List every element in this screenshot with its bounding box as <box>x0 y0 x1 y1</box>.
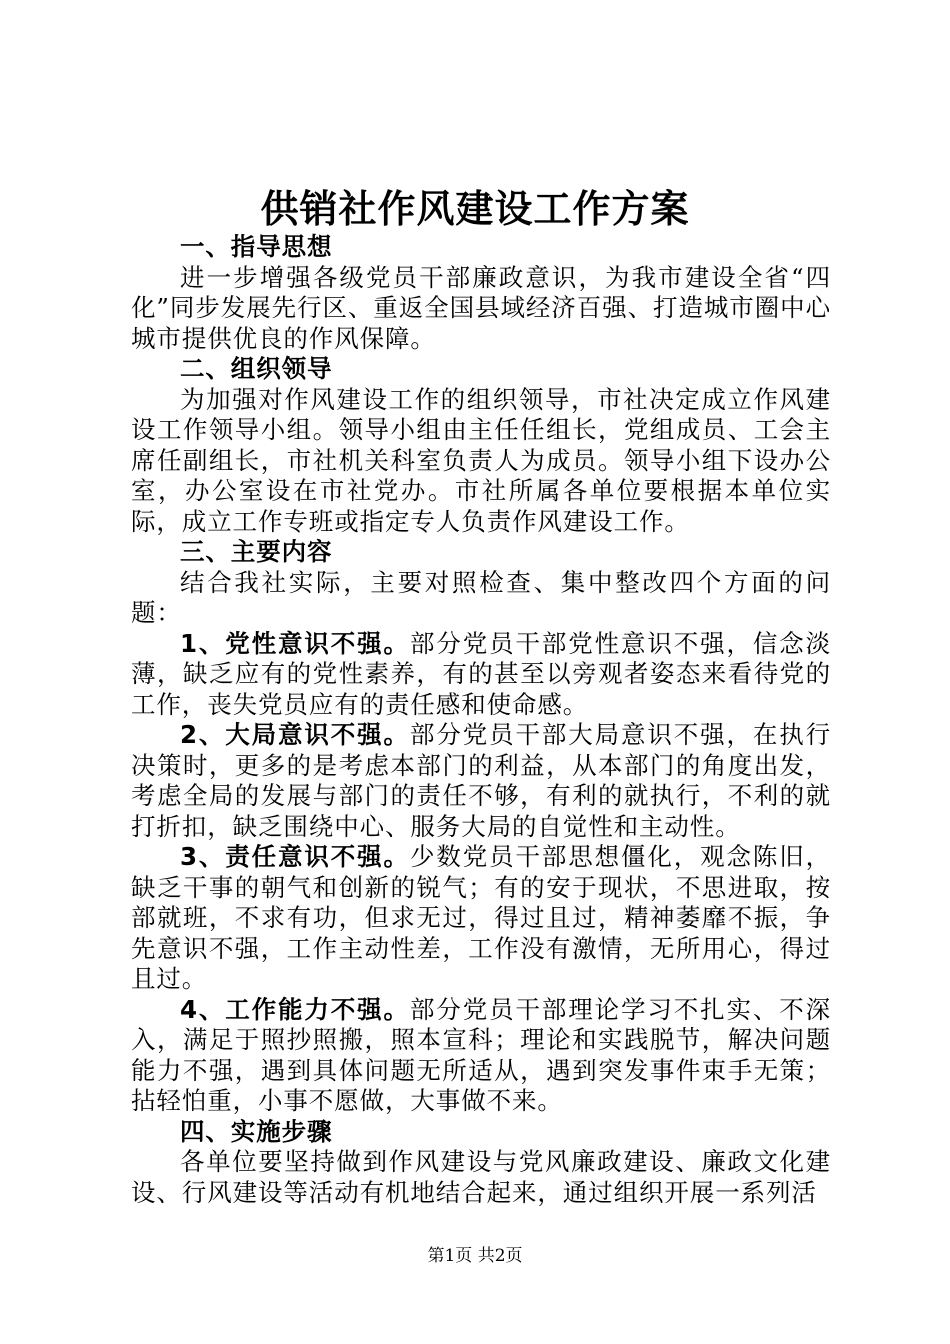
list-item <box>131 842 831 995</box>
section-heading-guiding-ideology: 一、指导思想 <box>180 232 333 261</box>
item-lead: 2、大局意识不强。 <box>180 720 410 749</box>
section-heading-organization: 二、组织领导 <box>180 354 333 383</box>
section-heading-main-content: 三、主要内容 <box>180 537 333 566</box>
item-lead: 3、责任意识不强。 <box>180 842 410 871</box>
page-footer: 第1页 共2页 <box>427 1246 523 1266</box>
paragraph-intro: 结合我社实际，主要对照检查、集中整改四个方面的问题： <box>131 567 831 627</box>
item-text: 部分党员干部党性意识不强，信念淡薄，缺乏应有的党性素养，有的甚至以旁观者姿态来看待党的工作，丧失党员应有的责任感和使命感。 <box>131 628 831 719</box>
list-item <box>131 629 831 721</box>
item-text: 部分党员干部理论学习不扎实、不深入，满足于照抄照搬，照本宣科；理论和实践脱节，解决问题能力不强，遇到具体问题无所适从，遇到突发事件束手无策；拈轻怕重，小事不愿做，大事做不来。 <box>131 994 831 1115</box>
item-text: 部分党员干部大局意识不强，在执行决策时，更多的是考虑本部门的利益，从本部门的角度出发，考虑全局的发展与部门的责任不够，有利的就执行，不利的就打折扣，缺乏围绕中心、服务大局的自觉性和主动性。 <box>131 720 831 841</box>
paragraph: 各单位要坚持做到作风建设与党风廉政建设、廉政文化建设、行风建设等活动有机地结合起来，通过组织开展一系列活 <box>131 1147 831 1207</box>
list-item <box>131 720 831 842</box>
item-text: 少数党员干部思想僵化，观念陈旧，缺乏干事的朝气和创新的锐气；有的安于现状，不思进取，按部就班，不求有功，但求无过，得过且过，精神萎靡不振，争先意识不强，工作主动性差，工作没有激情，无所用心，得过且过。 <box>131 842 831 993</box>
item-lead: 4、工作能力不强。 <box>180 994 410 1024</box>
paragraph: 为加强对作风建设工作的组织领导，市社决定成立作风建设工作领导小组。领导小组由主任任组长，党组成员、工会主席任副组长，市社机关科室负责人为成员。领导小组下设办公室，办公室设在市社党办。市社所属各单位要根据本单位实际，成立工作专班或指定专人负责作风建设工作。 <box>131 384 831 536</box>
document-title: 供销社作风建设工作方案 <box>260 187 690 231</box>
list-item <box>131 995 831 1117</box>
item-lead: 1、党性意识不强。 <box>180 628 410 658</box>
document-body <box>131 232 831 1208</box>
paragraph: 进一步增强各级党员干部廉政意识，为我市建设全省“四化”同步发展先行区、重返全国县域经济百强、打造城市圈中心城市提供优良的作风保障。 <box>131 262 831 353</box>
section-heading-implementation: 四、实施步骤 <box>180 1116 333 1146</box>
